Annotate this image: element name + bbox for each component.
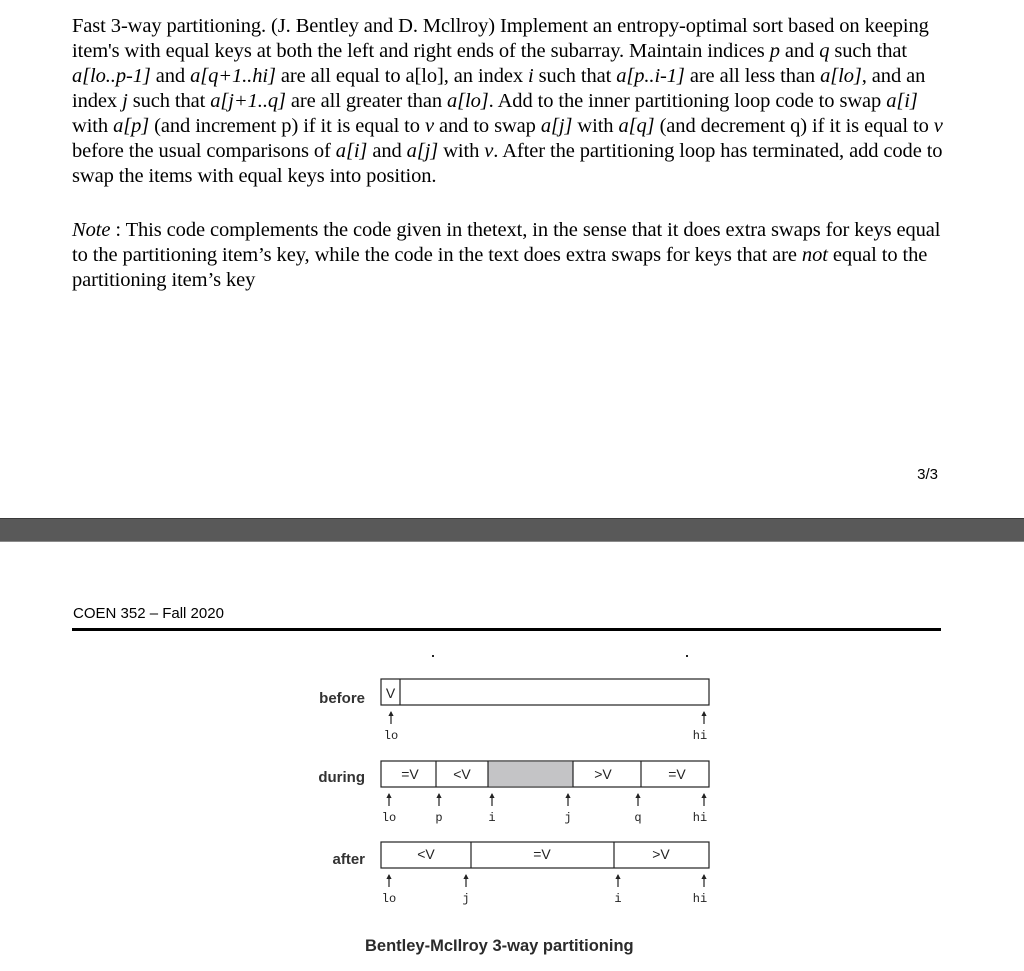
stray-mark bbox=[686, 655, 688, 657]
up-arrow-icon bbox=[565, 793, 570, 806]
array-box bbox=[381, 679, 709, 705]
pointer-lo: lo bbox=[383, 729, 399, 743]
text-run: : This code complements the code given in thetext, in the sense that it does extra swaps for keys equal to the partitioning item’s key, while the code in the text does extra swaps for keys that are bbox=[72, 219, 941, 266]
cell-equal: =V bbox=[533, 846, 551, 862]
pointer-i: i bbox=[488, 811, 496, 825]
text-run: p bbox=[769, 40, 780, 62]
text-run: a[i] bbox=[335, 140, 368, 162]
text-run: a[q] bbox=[618, 115, 655, 137]
cell-greater: >V bbox=[652, 846, 670, 862]
cell-v: V bbox=[385, 685, 396, 701]
text-run: with bbox=[572, 115, 619, 137]
text-run: with bbox=[72, 115, 114, 137]
up-arrow-icon bbox=[701, 711, 706, 724]
text-run: a[lo..p-1] bbox=[72, 65, 151, 87]
text-run: q bbox=[819, 40, 830, 62]
pointer-j: j bbox=[462, 892, 470, 906]
row-label-after: after bbox=[332, 851, 365, 868]
pointer-hi: hi bbox=[692, 811, 708, 825]
up-arrow-icon bbox=[489, 793, 494, 806]
text-run: before the usual comparisons of bbox=[72, 140, 336, 162]
row-label-during: during bbox=[318, 769, 365, 786]
up-arrow-icon bbox=[386, 874, 391, 887]
pointer-hi: hi bbox=[692, 892, 708, 906]
text-run: a[p] bbox=[113, 115, 150, 137]
text-run: and bbox=[779, 40, 820, 62]
text-run: such that bbox=[533, 65, 617, 87]
text-run: are all less than bbox=[684, 65, 821, 87]
stray-mark bbox=[432, 655, 434, 657]
text-run: with bbox=[438, 140, 485, 162]
pointer-p: p bbox=[435, 811, 443, 825]
row-label-before: before bbox=[319, 690, 365, 707]
up-arrow-icon bbox=[701, 874, 706, 887]
pointer-i: i bbox=[614, 892, 622, 906]
text-run: a[i] bbox=[886, 90, 918, 112]
text-run: a[lo] bbox=[820, 65, 862, 87]
pointer-j: j bbox=[564, 811, 572, 825]
cell-equal-left: =V bbox=[401, 766, 419, 782]
text-run: a[p..i-1] bbox=[616, 65, 685, 87]
text-run: a[j] bbox=[540, 115, 573, 137]
up-arrow-icon bbox=[701, 793, 706, 806]
up-arrow-icon bbox=[388, 711, 393, 724]
text-run: are all equal to a[lo], an index bbox=[275, 65, 529, 87]
pointer-lo: lo bbox=[381, 892, 397, 906]
text-run: such that bbox=[829, 40, 907, 62]
up-arrow-icon bbox=[615, 874, 620, 887]
unknown-region bbox=[488, 762, 573, 786]
text-run: Fast 3-way partitioning. (J. Bentley and D. Mcllroy) Implement an entropy-optimal sort based on keeping item's with equal keys at both the left and right ends of the subarray. Maintain indices bbox=[72, 15, 929, 62]
cell-greater: >V bbox=[594, 766, 612, 782]
text-run: , and an index bbox=[72, 65, 926, 112]
text-run: v bbox=[933, 115, 943, 137]
text-run: such that bbox=[127, 90, 211, 112]
cell-less: <V bbox=[417, 846, 435, 862]
up-arrow-icon bbox=[635, 793, 640, 806]
text-run: Note bbox=[72, 219, 111, 241]
text-run: . After the partitioning loop has terminated, add code to swap the items with equal keys into position. bbox=[72, 140, 943, 187]
text-run: v bbox=[424, 115, 434, 137]
course-header: COEN 352 – Fall 2020 bbox=[73, 605, 224, 622]
text-run: equal to the partitioning item’s key bbox=[72, 244, 928, 291]
text-run: (and increment p) if it is equal to bbox=[149, 115, 425, 137]
text-run: v bbox=[484, 140, 494, 162]
text-run: a[j+1..q] bbox=[210, 90, 286, 112]
text-run: and bbox=[367, 140, 407, 162]
figure-caption: Bentley-McIlroy 3-way partitioning bbox=[365, 937, 634, 955]
text-run: are all greater than bbox=[285, 90, 448, 112]
pointer-lo: lo bbox=[381, 811, 397, 825]
cell-equal-right: =V bbox=[668, 766, 686, 782]
text-run: j bbox=[122, 90, 128, 112]
text-run: not bbox=[801, 244, 828, 266]
pointer-hi: hi bbox=[692, 729, 708, 743]
text-run: and bbox=[150, 65, 191, 87]
pointer-q: q bbox=[634, 811, 642, 825]
up-arrow-icon bbox=[436, 793, 441, 806]
text-run: a[lo] bbox=[447, 90, 489, 112]
text-run: a[q+1..hi] bbox=[190, 65, 276, 87]
text-run: and to swap bbox=[433, 115, 541, 137]
text-run: . Add to the inner partitioning loop code to swap bbox=[488, 90, 887, 112]
text-run: (and decrement q) if it is equal to bbox=[654, 115, 934, 137]
up-arrow-icon bbox=[386, 793, 391, 806]
text-run: i bbox=[528, 65, 534, 87]
cell-less: <V bbox=[453, 766, 471, 782]
up-arrow-icon bbox=[463, 874, 468, 887]
text-run: a[j] bbox=[406, 140, 439, 162]
page-number: 3/3 bbox=[917, 466, 938, 483]
